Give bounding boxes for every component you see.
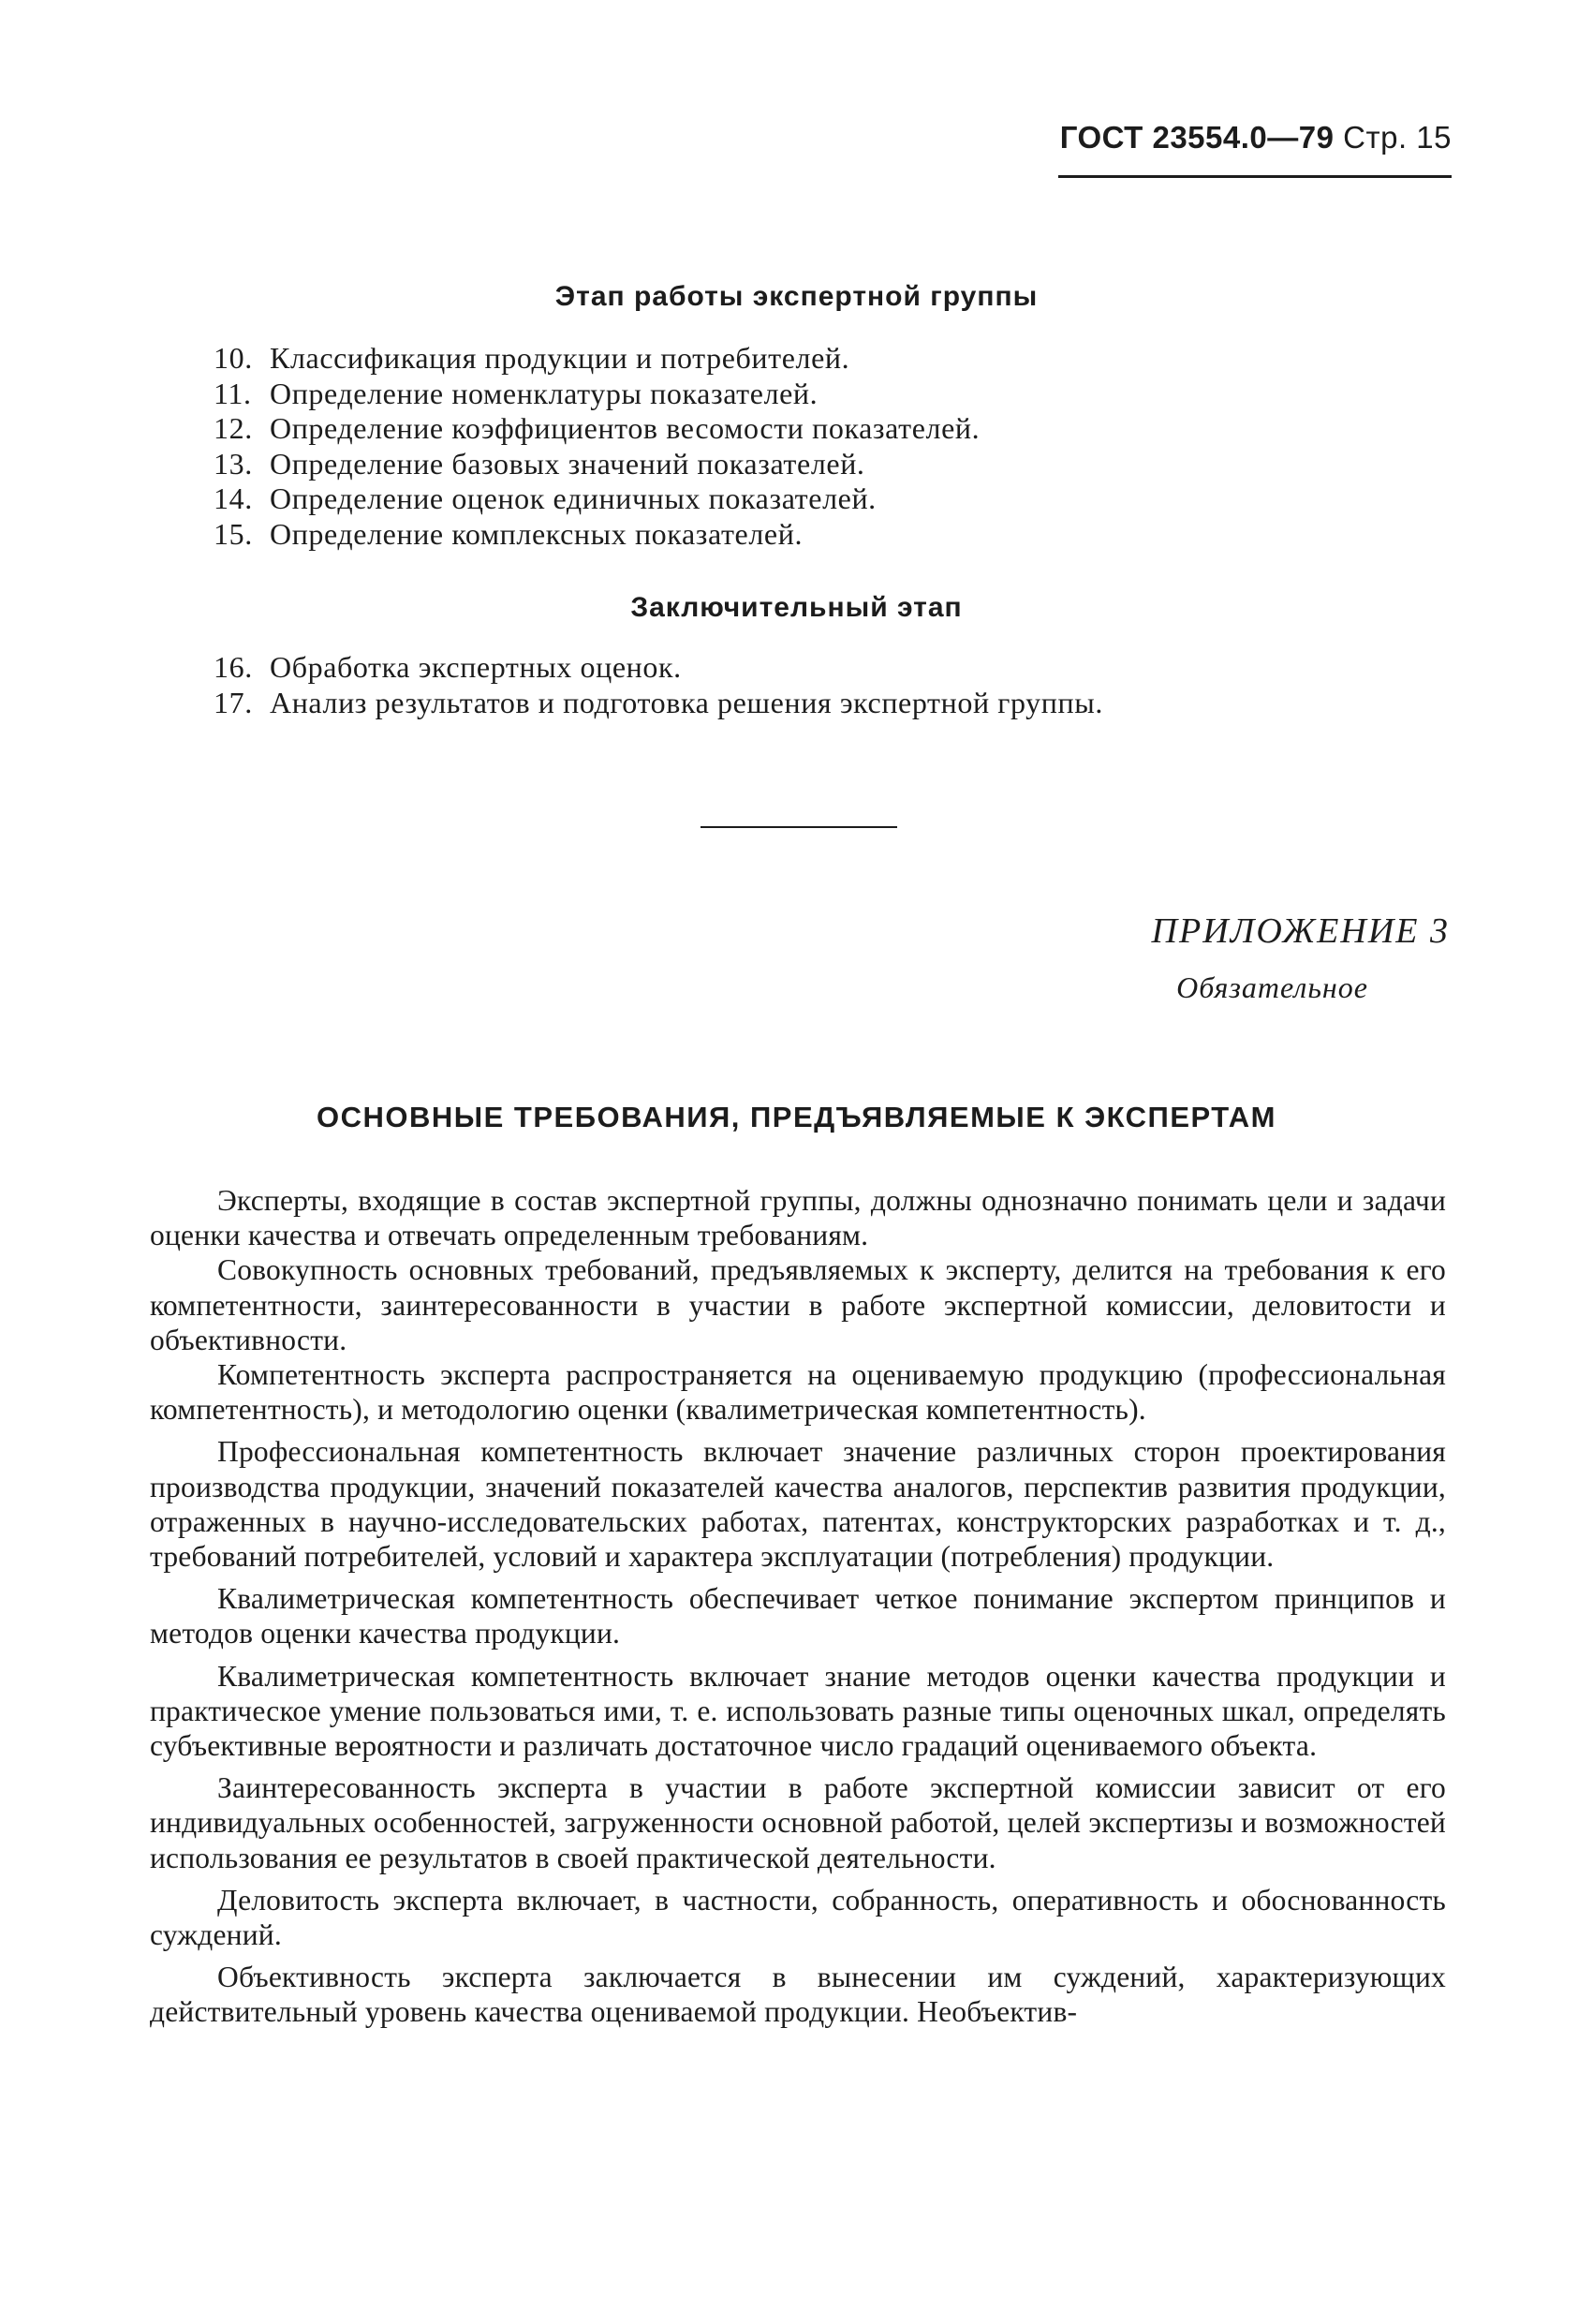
list-item: 10. Классификация продукции и потребителей.	[214, 341, 850, 375]
main-heading: ОСНОВНЫЕ ТРЕБОВАНИЯ, ПРЕДЪЯВЛЯЕМЫЕ К ЭКСПЕРТАМ	[317, 1101, 1276, 1133]
paragraph: Совокупность основных требований, предъявляемых к эксперту, делится на требования к его компетентности, заинтересованности в участии в работе экспертной комиссии, деловитости и объективности.	[150, 1253, 1446, 1356]
list-item: 12. Определение коэффициентов весомости показателей.	[214, 411, 981, 445]
paragraph: Компетентность эксперта распространяется на оцениваемую продукцию (профессиональная компетентность), и методологию оценки (квалиметрическая компетентность).	[150, 1358, 1446, 1427]
list-item: 17. Анализ результатов и подготовка решения экспертной группы.	[214, 685, 1103, 719]
final-stage-list	[214, 650, 1431, 720]
paragraph: Эксперты, входящие в состав экспертной группы, должны однозначно понимать цели и задачи оценки качества и отвечать определенным требованиям.	[150, 1184, 1446, 1252]
page-header	[1058, 120, 1452, 155]
expert-stage-list	[214, 341, 1431, 552]
list-item: 16. Обработка экспертных оценок.	[214, 650, 682, 684]
section-divider	[701, 826, 897, 828]
list-item: 11. Определение номенклатуры показателей.	[214, 376, 819, 410]
annex-status: Обязательное	[1176, 970, 1368, 1004]
header-underline	[1058, 175, 1452, 178]
paragraph: Деловитость эксперта включает, в частности, собранность, оперативность и обоснованность суждений.	[150, 1883, 1446, 1952]
body-text	[150, 1183, 1446, 2037]
list-item: 13. Определение базовых значений показателей.	[214, 446, 865, 481]
list-item: 14. Определение оценок единичных показателей.	[214, 481, 877, 515]
paragraph: Профессиональная компетентность включает значение различных сторон проектирования производства продукции, значений показателей качества аналогов, перспектив развития продукции, отраженных в научно-исследовательских работах, патентах, конструкторских разработках и т. д., требований потребителей, условий и характера эксплуатации (потребления) продукции.	[150, 1435, 1446, 1574]
document-code: ГОСТ 23554.0—79	[1059, 120, 1335, 155]
paragraph: Заинтересованность эксперта в участии в работе экспертной комиссии зависит от его индивидуальных особенностей, загруженности основной работой, целей экспертизы и возможностей использования ее результатов в своей практической деятельности.	[150, 1771, 1446, 1874]
expert-stage-title: Этап работы экспертной группы	[554, 281, 1039, 312]
final-stage-title: Заключительный этап	[630, 592, 963, 623]
annex-title: ПРИЛОЖЕНИЕ 3	[1151, 911, 1450, 951]
paragraph: Квалиметрическая компетентность обеспечивает четкое понимание экспертом принципов и методов оценки качества продукции.	[150, 1582, 1446, 1650]
paragraph: Объективность эксперта заключается в вынесении им суждений, характеризующих действительный уровень качества оцениваемой продукции. Необъектив-	[150, 1961, 1446, 2029]
page-number: Стр. 15	[1343, 120, 1452, 155]
list-item: 15. Определение комплексных показателей.	[214, 516, 804, 551]
paragraph: Квалиметрическая компетентность включает знание методов оценки качества продукции и практическое умение пользоваться ими, т. е. использовать разные типы оценочных шкал, определять субъективные вероятности и различать достаточное число градаций оцениваемого объекта.	[150, 1659, 1446, 1763]
